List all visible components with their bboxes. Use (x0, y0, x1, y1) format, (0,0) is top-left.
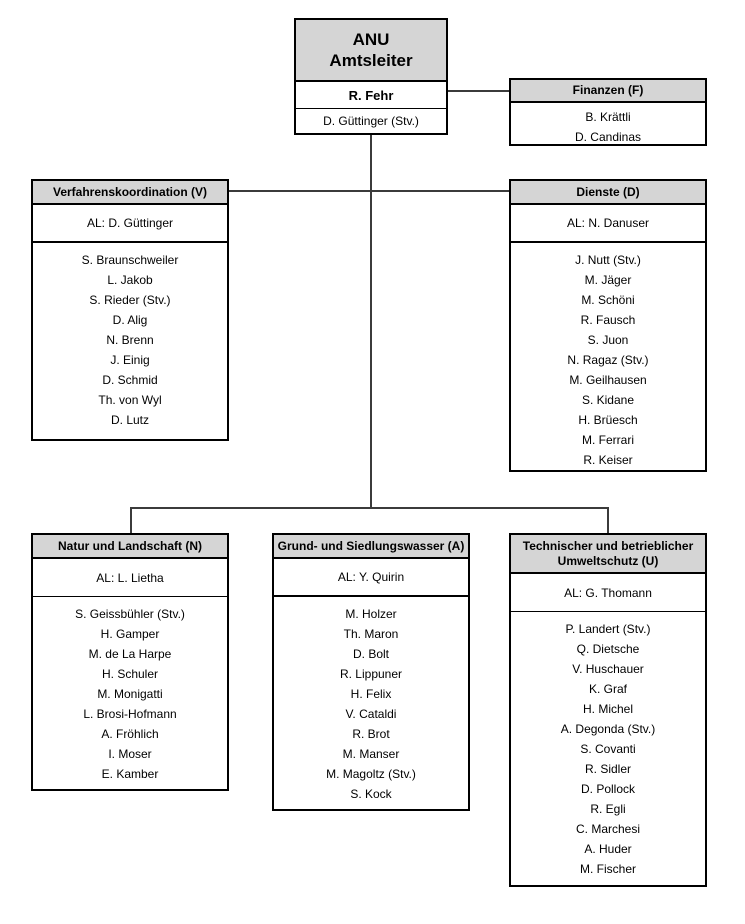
connector-root-to-finance (448, 90, 509, 92)
node-verfahrenskoordination-members (33, 243, 227, 437)
member-name: R. Brot (352, 727, 390, 741)
member-name: M. Fischer (579, 862, 636, 876)
node-technischer-betrieblicher-umweltschutz[interactable] (509, 533, 707, 887)
member-name: B. Krättli (585, 110, 631, 124)
member-name: S. Kock (350, 787, 392, 801)
member-name: I. Moser (108, 747, 152, 761)
member-name: E. Kamber (101, 767, 159, 781)
member-name: V. Huschauer (572, 662, 644, 676)
node-technischer-betrieblicher-umweltschutz-lead: AL: G. Thomann (511, 574, 705, 612)
member-name: R. Keiser (583, 453, 633, 467)
node-anu-amtsleiter[interactable] (294, 18, 448, 135)
node-grund-und-siedlungswasser[interactable] (272, 533, 470, 811)
member-name: R. Fausch (580, 313, 636, 327)
member-name: J. Nutt (Stv.) (575, 253, 641, 267)
member-name: K. Graf (588, 682, 627, 696)
member-name: M. Schöni (581, 293, 635, 307)
node-natur-und-landschaft-lead: AL: L. Lietha (33, 559, 227, 597)
node-anu-title-line2: Amtsleiter (329, 51, 413, 70)
member-name: M. de La Harpe (88, 647, 172, 661)
node-natur-und-landschaft-members (33, 597, 227, 791)
node-anu-title-line1: ANU (352, 29, 390, 49)
node-technischer-betrieblicher-umweltschutz-header (511, 535, 705, 574)
node-technischer-betrieblicher-umweltschutz-members (511, 612, 705, 886)
member-name: S. Kidane (581, 393, 635, 407)
node-dienste-members (511, 243, 705, 477)
member-name: D. Schmid (102, 373, 158, 387)
node-anu-head: R. Fehr (296, 82, 446, 109)
node-verfahrenskoordination-lead: AL: D. Güttinger (33, 205, 227, 243)
member-name: L. Brosi-Hofmann (83, 707, 177, 721)
node-finanzen-header: Finanzen (F) (511, 80, 705, 103)
node-dienste-lead: AL: N. Danuser (511, 205, 705, 243)
member-name: H. Felix (350, 687, 392, 701)
member-name: L. Jakob (107, 273, 153, 287)
member-name: A. Huder (584, 842, 632, 856)
node-grund-und-siedlungswasser-header: Grund- und Siedlungswasser (A) (274, 535, 468, 559)
node-natur-und-landschaft-header: Natur und Landschaft (N) (33, 535, 227, 559)
member-name: J. Einig (110, 353, 150, 367)
member-name: S. Geissbühler (Stv.) (75, 607, 185, 621)
member-name: A. Fröhlich (101, 727, 159, 741)
member-name: S. Braunschweiler (81, 253, 179, 267)
member-name: A. Degonda (Stv.) (560, 722, 656, 736)
member-name: Q. Dietsche (576, 642, 640, 656)
member-name: N. Brenn (106, 333, 154, 347)
node-umweltschutz-title-line2: Umweltschutz (U) (557, 553, 659, 568)
node-grund-und-siedlungswasser-members (274, 597, 468, 811)
member-name: H. Schuler (101, 667, 159, 681)
node-anu-header (296, 20, 446, 82)
member-name: D. Bolt (352, 647, 389, 661)
member-name: N. Ragaz (Stv.) (567, 353, 649, 367)
node-verfahrenskoordination-header: Verfahrenskoordination (V) (33, 181, 227, 205)
connector-bottom-bus (130, 507, 608, 509)
member-name: Th. Maron (343, 627, 399, 641)
member-name: M. Magoltz (Stv.) (326, 767, 416, 781)
member-name: S. Rieder (Stv.) (89, 293, 171, 307)
member-name: V. Cataldi (345, 707, 397, 721)
member-name: M. Ferrari (582, 433, 634, 447)
member-name: P. Landert (Stv.) (565, 622, 651, 636)
node-anu-deputy: D. Güttinger (Stv.) (323, 114, 419, 128)
member-name: H. Brüesch (578, 413, 638, 427)
node-finanzen[interactable] (509, 78, 707, 146)
node-grund-und-siedlungswasser-lead: AL: Y. Quirin (274, 559, 468, 597)
node-finanzen-members (511, 103, 705, 154)
member-name: H. Michel (582, 702, 633, 716)
member-name: D. Pollock (580, 782, 636, 796)
member-name: D. Lutz (110, 413, 149, 427)
member-name: M. Manser (342, 747, 400, 761)
node-natur-und-landschaft[interactable] (31, 533, 229, 791)
member-name: R. Sidler (584, 762, 631, 776)
node-umweltschutz-title-line1: Technischer und betrieblicher (522, 538, 694, 553)
member-name: C. Marchesi (575, 822, 640, 836)
member-name: H. Gamper (100, 627, 160, 641)
connector-mid-row-bus (229, 190, 509, 192)
member-name: D. Alig (112, 313, 148, 327)
member-name: S. Juon (587, 333, 629, 347)
node-dienste[interactable] (509, 179, 707, 472)
connector-drop-n (130, 507, 132, 534)
connector-drop-u (607, 507, 609, 534)
member-name: M. Monigatti (97, 687, 163, 701)
member-name: S. Covanti (580, 742, 636, 756)
member-name: R. Lippuner (339, 667, 403, 681)
node-verfahrenskoordination[interactable] (31, 179, 229, 441)
member-name: R. Egli (590, 802, 626, 816)
member-name: Th. von Wyl (98, 393, 162, 407)
member-name: M. Holzer (345, 607, 397, 621)
member-name: M. Jäger (584, 273, 632, 287)
node-dienste-header: Dienste (D) (511, 181, 705, 205)
member-name: D. Candinas (574, 130, 642, 144)
member-name: M. Geilhausen (569, 373, 647, 387)
